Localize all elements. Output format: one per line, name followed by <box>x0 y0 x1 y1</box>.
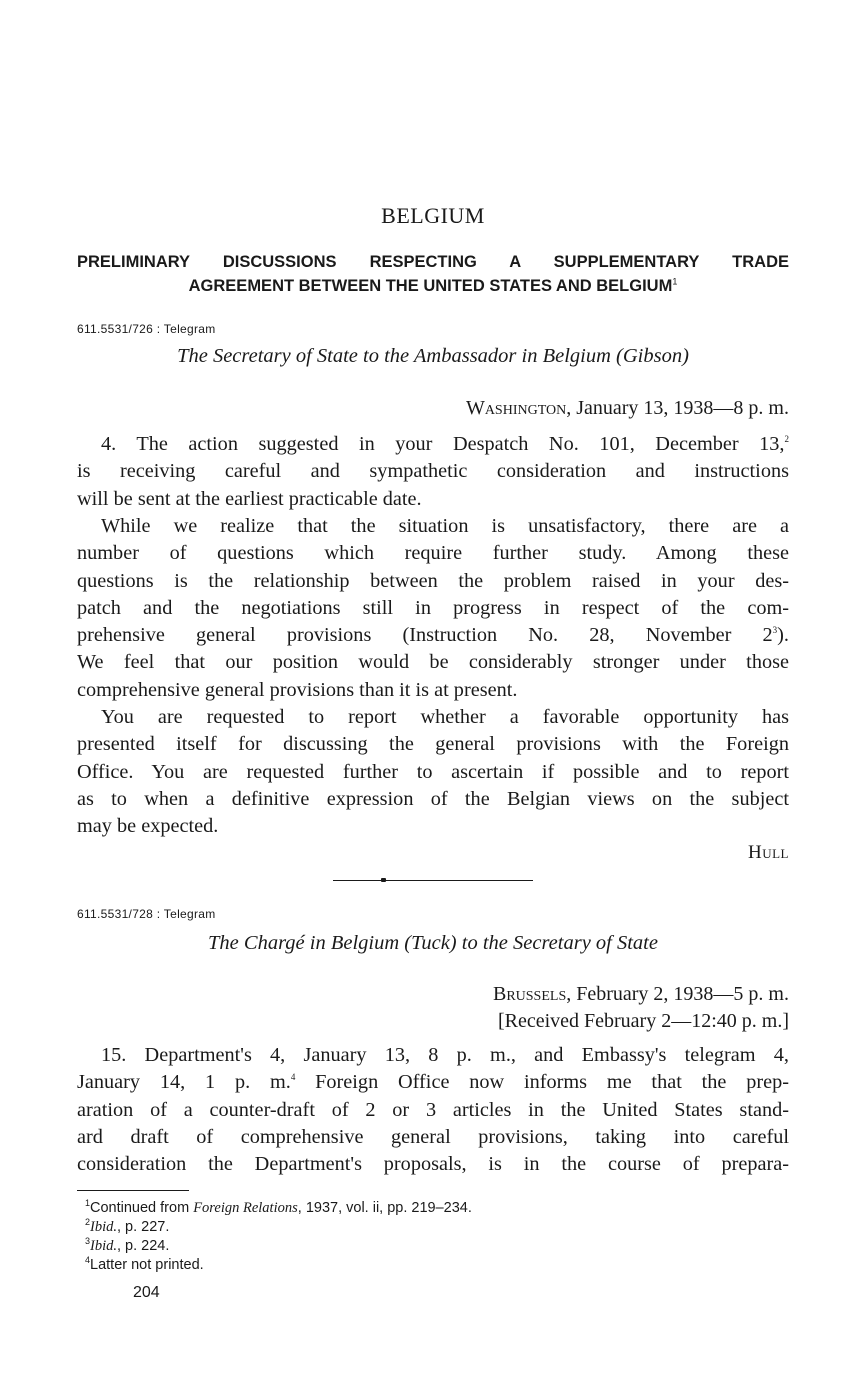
text-line: number of questions which require further study. Among these <box>77 542 789 565</box>
paragraph <box>77 1042 789 1178</box>
dateline-place: Washington <box>465 397 567 419</box>
footnote-text: , p. 224. <box>117 1238 170 1254</box>
text-line: is receiving careful and sympathetic consideration and instructions <box>77 460 789 483</box>
text-line: 15. Department's 4, January 13, 8 p. m., and Embassy's telegram 4, <box>101 1044 789 1066</box>
text-line: You are requested to report whether a favorable opportunity has <box>101 706 789 728</box>
paragraph <box>77 431 789 513</box>
text-line-tail: Foreign Office now informs me that the prep- <box>295 1071 790 1094</box>
text-line: presented itself for discussing the general provisions with the Foreign <box>77 733 789 756</box>
text-line: as to when a definitive expression of the Belgian views on the subject <box>77 787 789 810</box>
text-line <box>77 431 789 458</box>
dateline <box>466 395 789 422</box>
text-line: may be expected. <box>77 815 219 838</box>
footnote-text: Latter not printed. <box>90 1257 204 1273</box>
text-line: consideration the Department's proposals, is in the course of prepara- <box>77 1153 789 1176</box>
text-line: aration of a counter-draft of 2 or 3 articles in the United States stand- <box>77 1098 789 1121</box>
footnote-italic: Ibid. <box>90 1219 117 1235</box>
footnote-mark: 3 <box>772 625 778 636</box>
document-title: The Secretary of State to the Ambassador in Belgium (Gibson) <box>177 345 689 367</box>
text-line: Office. You are requested further to ascertain if possible and to report <box>77 760 789 783</box>
text-line: While we realize that the situation is unsatisfactory, there are a <box>101 515 789 537</box>
footnote-mark: 1 <box>672 276 678 287</box>
text-line: will be sent at the earliest practicable date. <box>77 487 422 510</box>
divider-ornament <box>381 878 386 882</box>
footnote-text: , 1937, vol. ii, pp. 219–234. <box>297 1200 472 1216</box>
text-line-content: prehensive general provisions (Instruction No. 28, November 2 <box>77 624 773 647</box>
footnote <box>85 1218 472 1237</box>
dateline-main <box>493 983 789 1005</box>
footnote-number: 3 <box>85 1236 91 1247</box>
dateline-date: , January 13, 1938—8 p. m. <box>566 397 789 419</box>
footnote-number: 2 <box>85 1217 91 1228</box>
page-number: 204 <box>133 1284 160 1301</box>
received-line: [Received February 2—12:40 p. m.] <box>497 1010 789 1032</box>
footnote-rule <box>77 1190 189 1191</box>
footnotes <box>85 1199 472 1275</box>
text-line: We feel that our position would be considerably stronger under those <box>77 651 789 674</box>
footnote-mark: 2 <box>784 434 789 445</box>
footnote <box>85 1256 472 1275</box>
text-line: patch and the negotiations still in progress in respect of the com- <box>77 596 789 619</box>
footnote-mark: 4 <box>290 1072 296 1083</box>
footnote-text: Continued from <box>90 1200 194 1216</box>
text-line <box>77 622 789 649</box>
text-line: comprehensive general provisions than it is at present. <box>77 678 518 701</box>
footnote-number: 1 <box>85 1198 91 1209</box>
paragraph <box>77 513 789 704</box>
text-line-content: January 14, 1 p. m. <box>77 1071 291 1094</box>
dateline-date: , February 2, 1938—5 p. m. <box>566 983 789 1005</box>
section-divider <box>333 880 533 881</box>
footnote <box>85 1237 472 1256</box>
text-line: questions is the relationship between the problem raised in your des- <box>77 569 789 592</box>
text-line-content: 4. The action suggested in your Despatch No. 101, December 13, <box>101 433 785 455</box>
paragraph <box>77 704 789 840</box>
footnote <box>85 1199 472 1218</box>
text-line-tail: ). <box>777 624 789 647</box>
section-heading <box>77 250 789 298</box>
footnote-text: , p. 227. <box>117 1219 170 1235</box>
section-heading-line-2-text: AGREEMENT BETWEEN THE UNITED STATES AND BELGIUM <box>188 277 673 295</box>
file-reference: 611.5531/726 : Telegram <box>77 322 216 336</box>
footnote-number: 4 <box>85 1255 91 1266</box>
file-reference: 611.5531/728 : Telegram <box>77 907 216 921</box>
footnote-italic: Ibid. <box>90 1238 117 1254</box>
text-line: ard draft of comprehensive general provisions, taking into careful <box>77 1125 789 1148</box>
signature: Hull <box>748 842 789 863</box>
section-heading-line-2 <box>77 274 789 298</box>
dateline-place: Brussels <box>492 983 567 1005</box>
footnote-italic: Foreign Relations <box>193 1200 298 1216</box>
dateline <box>493 981 789 1035</box>
document-title: The Chargé in Belgium (Tuck) to the Secretary of State <box>208 932 658 954</box>
text-line <box>77 1069 789 1096</box>
section-heading-line-1: PRELIMINARY DISCUSSIONS RESPECTING A SUPPLEMENTARY TRADE <box>77 253 789 271</box>
chapter-title: BELGIUM <box>381 203 485 228</box>
